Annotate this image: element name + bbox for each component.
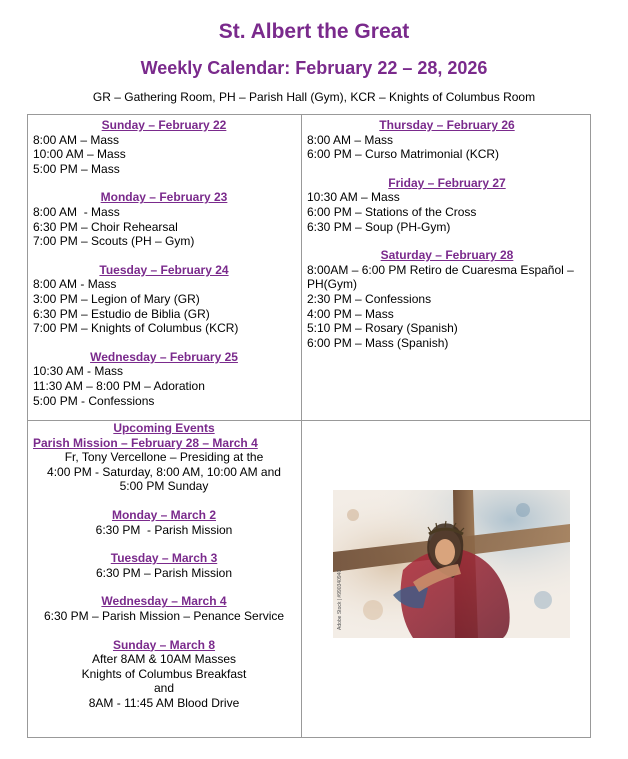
- event-line: 10:30 AM - Mass: [33, 364, 124, 379]
- event-line: 7:00 PM – Knights of Columbus (KCR): [33, 321, 239, 336]
- jesus-carrying-cross-illustration: [333, 490, 570, 638]
- event-line: 8:00 AM – Mass: [33, 132, 120, 147]
- day-block: [33, 350, 295, 408]
- day-block: [307, 176, 587, 234]
- event-line: Knights of Columbus Breakfast: [81, 666, 247, 681]
- event-line: 6:30 PM – Estudio de Biblia (GR): [33, 306, 210, 321]
- event-line: 6:30 PM – Parish Mission: [95, 565, 233, 580]
- day-block: [307, 118, 587, 162]
- event-line: 7:00 PM – Scouts (PH – Gym): [33, 234, 195, 249]
- event-heading: Monday – March 2: [111, 507, 217, 522]
- event-line: 6:00 PM – Mass (Spanish): [307, 335, 449, 350]
- event-line: 10:30 AM – Mass: [307, 190, 400, 205]
- event-line: 6:00 PM – Stations of the Cross: [307, 204, 477, 219]
- event-line: 3:00 PM – Legion of Mary (GR): [33, 291, 200, 306]
- event-line: 4:00 PM – Mass: [307, 306, 394, 321]
- event-line: and: [153, 681, 175, 696]
- location-legend: GR – Gathering Room, PH – Parish Hall (Gym), KCR – Knights of Columbus Room: [92, 90, 536, 104]
- page-subtitle: Weekly Calendar: February 22 – 28, 2026: [140, 58, 488, 78]
- event-line: After 8AM & 10AM Masses: [91, 652, 237, 667]
- event-line: 6:30 PM – Parish Mission – Penance Service: [43, 608, 285, 623]
- day-block: [33, 263, 295, 336]
- day-heading: Sunday – February 22: [101, 118, 227, 132]
- event-line: 5:00 PM - Confessions: [33, 393, 155, 408]
- mission-line: Fr, Tony Vercellone – Presiding at the: [64, 450, 264, 465]
- day-block: [33, 190, 295, 248]
- mission-line: 4:00 PM - Saturday, 8:00 AM, 10:00 AM and: [47, 464, 281, 479]
- calendar-grid: [27, 114, 591, 738]
- day-heading: Tuesday – February 24: [99, 262, 229, 277]
- event-line: 5:00 PM – Mass: [33, 161, 120, 176]
- day-heading: Wednesday – February 25: [90, 349, 238, 364]
- day-heading: Friday – February 27: [388, 175, 506, 190]
- day-block: [307, 248, 587, 350]
- event-heading: Sunday – March 8: [112, 637, 216, 652]
- event-line: 2:30 PM – Confessions: [307, 291, 432, 306]
- right-days-cell: [307, 118, 587, 350]
- event-line: 6:00 PM – Curso Matrimonial (KCR): [307, 147, 500, 162]
- event-line: 8AM - 11:45 AM Blood Drive: [88, 695, 240, 710]
- event-line: 5:10 PM – Rosary (Spanish): [307, 321, 458, 336]
- event-line: 6:30 PM – Soup (PH-Gym): [307, 219, 451, 234]
- upcoming-heading: Upcoming Events: [113, 421, 215, 435]
- event-heading: Wednesday – March 4: [101, 594, 227, 609]
- mission-line: 5:00 PM Sunday: [119, 479, 209, 494]
- grid-divider-vertical: [301, 115, 302, 737]
- left-days-cell: [33, 118, 295, 408]
- event-heading: Tuesday – March 3: [110, 551, 218, 566]
- event-line: 8:00AM – 6:00 PM Retiro de Cuaresma Español – PH(Gym): [307, 262, 574, 292]
- upcoming-events-cell: [30, 421, 298, 711]
- event-line: 10:00 AM – Mass: [33, 147, 126, 162]
- day-heading: Saturday – February 28: [380, 248, 514, 263]
- day-block: [33, 118, 295, 176]
- day-heading: Monday – February 23: [100, 190, 228, 205]
- image-credit: Adobe Stock | #990340940: [337, 569, 343, 630]
- page-title: St. Albert the Great: [218, 20, 410, 43]
- event-line: 11:30 AM – 8:00 PM – Adoration: [33, 378, 205, 393]
- event-line: 6:30 PM - Parish Mission: [95, 522, 233, 537]
- event-line: 8:00 AM - Mass: [33, 204, 120, 219]
- event-line: 8:00 AM – Mass: [307, 132, 394, 147]
- day-heading: Thursday – February 26: [379, 118, 515, 132]
- event-line: 8:00 AM - Mass: [33, 277, 117, 292]
- mission-title: Parish Mission – February 28 – March 4: [33, 435, 258, 450]
- event-line: 6:30 PM – Choir Rehearsal: [33, 219, 178, 234]
